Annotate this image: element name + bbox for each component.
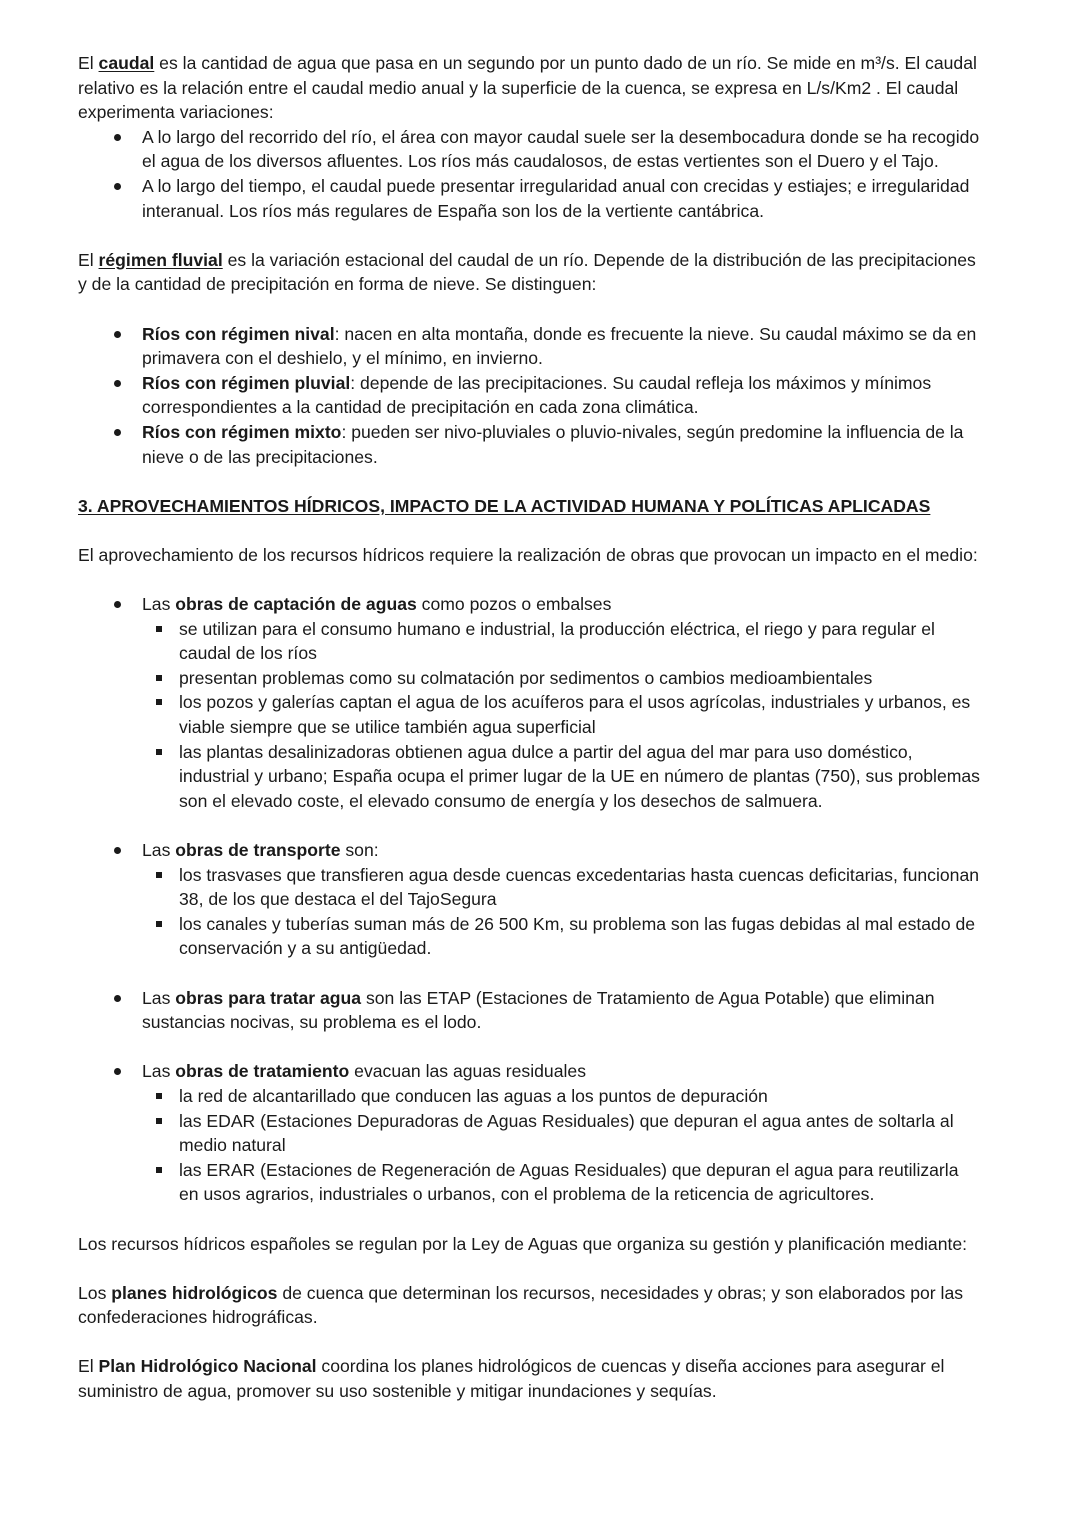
planes-term: planes hidrológicos [111, 1282, 278, 1303]
sub-list-item: las plantas desalinizadoras obtienen agua dulce a partir del agua del mar para uso doméstico, industrial y urbano; España ocupa el primer lugar de la UE en número de plantas (750), sus problemas son el elevado coste, el elevado consumo de energía y los desechos de salmuera. [142, 740, 980, 814]
regimen-pluvial-text: : depende de las precipitaciones. Su caudal refleja los máximos y mínimos correspondientes a la cantidad de precipitación en cada zona climática. [142, 372, 932, 418]
list-item: A lo largo del recorrido del río, el área con mayor caudal suele ser la desembocadura donde se ha recogido el agua de los diversos afluentes. Los ríos más caudalosos, de estas vertientes son el Duero y el Tajo. [78, 125, 980, 174]
list-item [78, 420, 980, 469]
sub-list-item: presentan problemas como su colmatación por sedimentos o cambios medioambientales [142, 666, 980, 691]
plan-nacional-lead: El [78, 1356, 99, 1377]
captacion-list [78, 592, 980, 813]
list-item: A lo largo del tiempo, el caudal puede presentar irregularidad anual con crecidas y estiajes; e irregularidad interanual. Los ríos más regulares de España son los de la vertiente cantábrica. [78, 174, 980, 223]
section-heading: 3. APROVECHAMIENTOS HÍDRICOS, IMPACTO DE LA ACTIVIDAD HUMANA Y POLÍTICAS APLICADAS [78, 495, 931, 516]
transporte-sublist [142, 863, 980, 961]
transporte-lead: Las [142, 840, 176, 860]
tratamiento-lead: Las [142, 1061, 176, 1082]
tratamiento-term: obras de tratamiento [175, 1061, 350, 1082]
list-item [78, 838, 980, 961]
sub-list-item: los trasvases que transfieren agua desde cuencas excedentarias hasta cuencas deficitarias, funcionan 38, de los que destaca el del TajoSegura [142, 863, 980, 912]
transporte-term: obras de transporte [175, 840, 341, 860]
sub-list-item: los canales y tuberías suman más de 26 500 Km, su problema son las fugas debidas al mal estado de conservación y a su antigüedad. [142, 912, 980, 961]
sub-list-item: se utilizan para el consumo humano e industrial, la producción eléctrica, el riego y para regular el caudal de los ríos [142, 617, 980, 666]
tratar-list [78, 986, 980, 1035]
captacion-term: obras de captación de aguas [175, 594, 417, 615]
transporte-text: son: [340, 840, 379, 860]
regimen-intro-start: El [78, 249, 99, 270]
captacion-lead: Las [142, 594, 176, 615]
plan-nacional-text: coordina los planes hidrológicos de cuencas y diseña acciones para asegurar el suministro de agua, promover su uso sostenible y mitigar inundaciones y sequías. [78, 1356, 945, 1402]
tratamiento-text: evacuan las aguas residuales [349, 1061, 586, 1082]
tratar-text: son las ETAP (Estaciones de Tratamiento de Agua Potable) que eliminan sustancias nocivas, su problema es el lodo. [142, 987, 935, 1033]
planes-text: de cuenca que determinan los recursos, necesidades y obras; y son elaborados por las confederaciones hidrográficas. [78, 1282, 964, 1328]
caudal-term: caudal [98, 53, 155, 73]
list-item [78, 986, 980, 1035]
plan-nacional-term: Plan Hidrológico Nacional [98, 1356, 317, 1377]
planes-lead: Los [78, 1282, 112, 1303]
list-item [78, 592, 980, 813]
regimen-nival-term: Ríos con régimen nival [142, 323, 335, 344]
captacion-text: como pozos o embalses [416, 594, 612, 615]
caudal-paragraph [78, 51, 980, 125]
list-item [78, 371, 980, 420]
tratamiento-list [78, 1059, 980, 1207]
tratar-lead: Las [142, 987, 176, 1008]
caudal-variations-list [78, 125, 980, 223]
caudal-intro-text: es la cantidad de agua que pasa en un segundo por un punto dado de un río. Se mide en m³/s. El caudal relativo es la relación entre el caudal medio anual y la superficie de la cuenca, se expresa en L/s/Km2 . El caudal experimenta variaciones: [78, 53, 977, 123]
plan-nacional-paragraph [78, 1354, 980, 1403]
captacion-sublist [142, 617, 980, 814]
regimen-term: régimen fluvial [98, 249, 223, 270]
planes-paragraph [78, 1281, 980, 1330]
tratar-term: obras para tratar agua [175, 987, 362, 1008]
regimen-nival-text: : nacen en alta montaña, donde es frecuente la nieve. Su caudal máximo se da en primavera con el deshielo, y el mínimo, en invierno. [142, 323, 977, 369]
regimen-mixto-text: : pueden ser nivo-pluviales o pluvio-nivales, según predomine la influencia de la nieve o de las precipitaciones. [142, 421, 964, 467]
sub-list-item: las ERAR (Estaciones de Regeneración de Aguas Residuales) que depuran el agua para reutilizarla en usos agrarios, industriales o urbanos, con el problema de la reticencia de agricultores. [142, 1158, 980, 1207]
regimen-intro-text: es la variación estacional del caudal de un río. Depende de la distribución de las precipitaciones y de la cantidad de precipitación en forma de nieve. Se distinguen: [78, 249, 976, 295]
list-item [78, 1059, 980, 1207]
regimen-types-list [78, 322, 980, 470]
sub-list-item: los pozos y galerías captan el agua de los acuíferos para el usos agrícolas, industriales y urbanos, es viable siempre que se utilice también agua superficial [142, 690, 980, 739]
section-intro: El aprovechamiento de los recursos hídricos requiere la realización de obras que provocan un impacto en el medio: [78, 544, 978, 565]
transporte-list [78, 838, 980, 961]
sub-list-item: las EDAR (Estaciones Depuradoras de Aguas Residuales) que depuran el agua antes de soltarla al medio natural [142, 1109, 980, 1158]
list-item [78, 322, 980, 371]
ley-paragraph: Los recursos hídricos españoles se regulan por la Ley de Aguas que organiza su gestión y planificación mediante: [78, 1233, 968, 1254]
regimen-paragraph [78, 248, 980, 297]
caudal-intro-start: El [78, 53, 99, 73]
sub-list-item: la red de alcantarillado que conducen las aguas a los puntos de depuración [142, 1084, 980, 1109]
regimen-mixto-term: Ríos con régimen mixto [142, 421, 342, 442]
regimen-pluvial-term: Ríos con régimen pluvial [142, 372, 351, 393]
tratamiento-sublist [142, 1084, 980, 1207]
